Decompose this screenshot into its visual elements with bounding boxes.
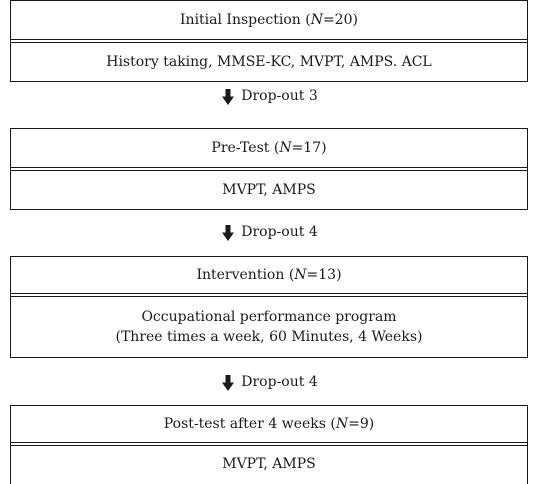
flow-stage-post-test: [10, 405, 528, 484]
stage-detail: [11, 171, 527, 209]
stage-title: Pre-Test (N=17): [211, 140, 327, 156]
stage-detail: [11, 446, 527, 482]
flow-stage-initial-inspection: [10, 0, 528, 82]
n-symbol: N: [310, 12, 323, 28]
dropout-label: [0, 220, 540, 244]
stage-title: Intervention (N=13): [196, 267, 342, 283]
stage-title: Post-test after 4 weeks (N=9): [163, 416, 375, 432]
flow-stage-intervention: [10, 256, 528, 358]
stage-detail: [11, 297, 527, 357]
down-arrow-icon: [222, 225, 234, 241]
stage-detail-line: Occupational performance program: [141, 309, 397, 325]
stage-detail-line: (Three times a week, 60 Minutes, 4 Weeks): [115, 329, 423, 345]
stage-title: Initial Inspection (N=20): [180, 12, 358, 28]
down-arrow-icon: [222, 375, 234, 391]
down-arrow-icon: [222, 89, 234, 105]
dropout-label: [0, 370, 540, 394]
n-symbol: N: [335, 416, 349, 432]
stage-detail-line: MVPT, AMPS: [222, 182, 316, 198]
dropout-text: Drop-out 3: [241, 88, 318, 104]
dropout-label: [0, 84, 540, 108]
dropout-text: Drop-out 4: [241, 374, 318, 390]
stage-detail-line: History taking, MMSE-KC, MVPT, AMPS. ACL: [106, 54, 432, 70]
flow-stage-pre-test: [10, 128, 528, 210]
stage-detail: [11, 43, 527, 81]
n-symbol: N: [279, 140, 292, 156]
dropout-text: Drop-out 4: [241, 224, 318, 240]
stage-detail-line: MVPT, AMPS: [222, 456, 316, 472]
n-symbol: N: [294, 267, 307, 283]
